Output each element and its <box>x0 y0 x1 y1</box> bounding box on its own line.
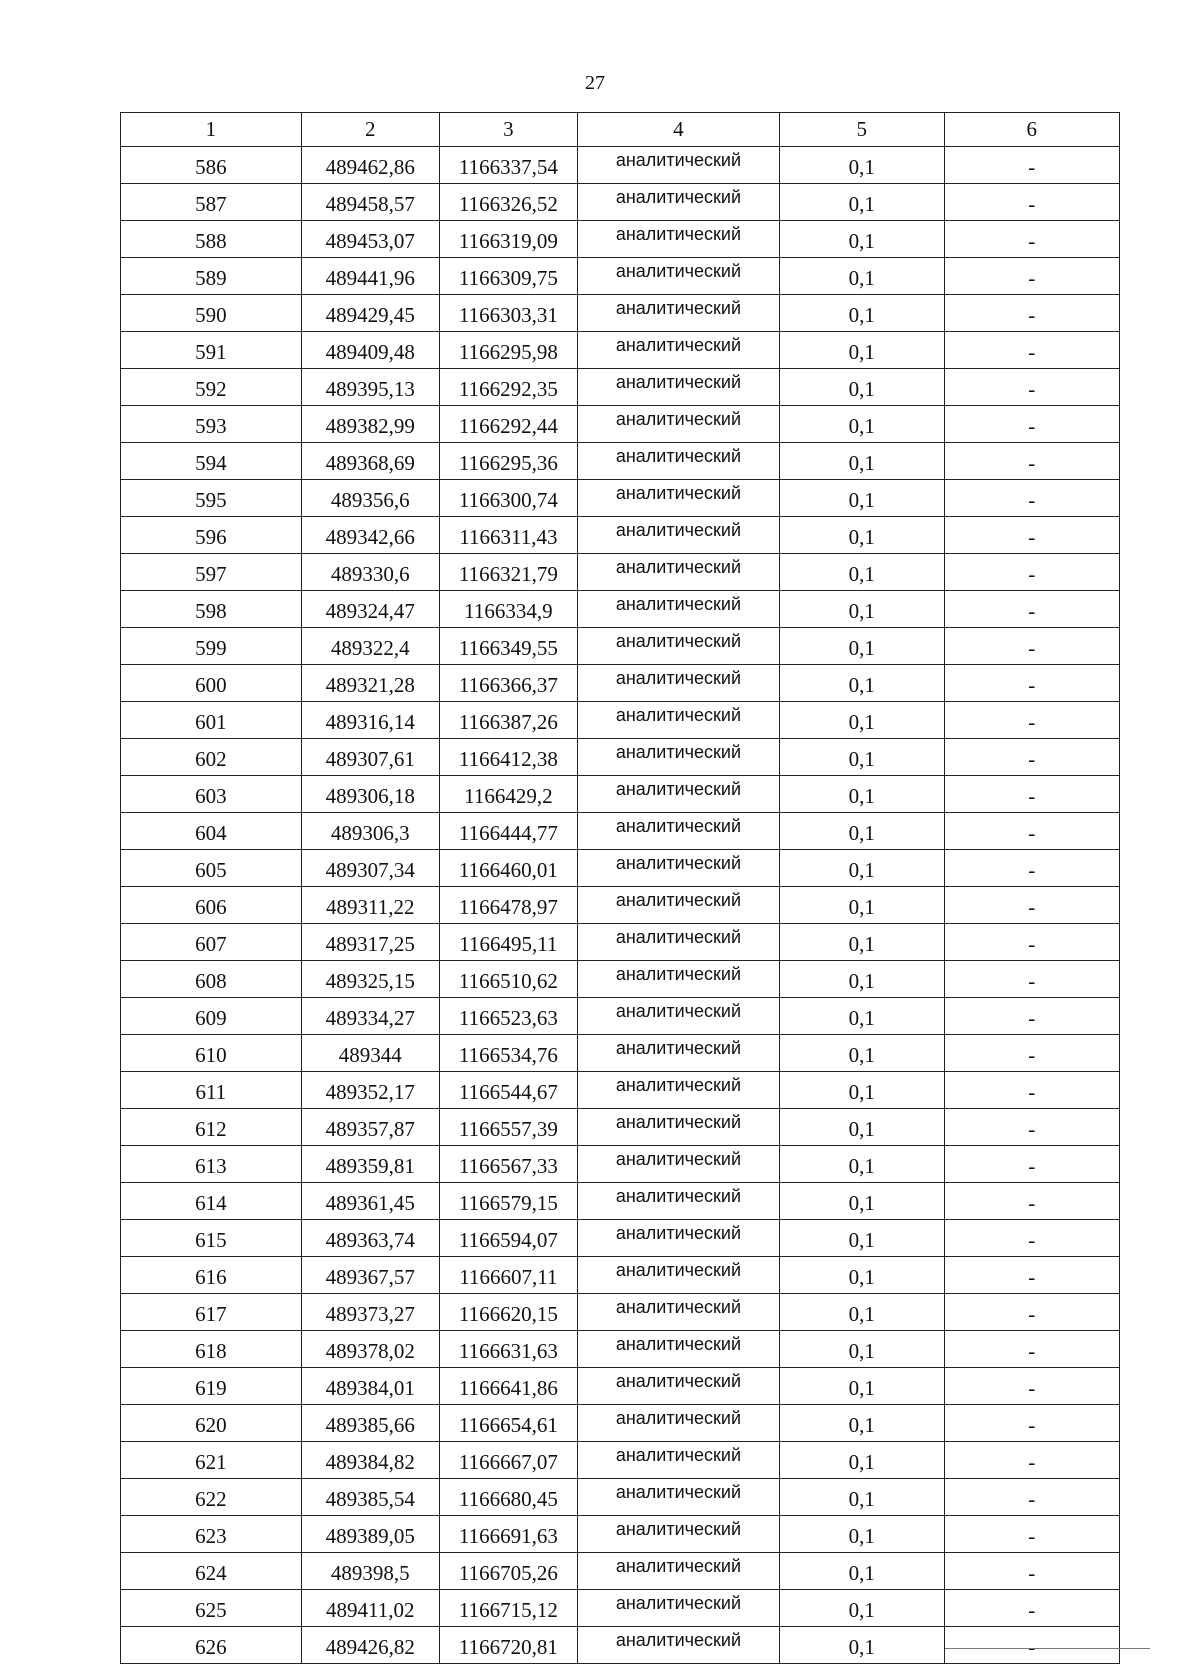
accuracy-cell: 0,1 <box>779 961 944 998</box>
point-number-cell: 621 <box>121 1442 302 1479</box>
method-cell: аналитический <box>577 332 779 369</box>
accuracy-cell: 0,1 <box>779 1146 944 1183</box>
accuracy-cell: 0,1 <box>779 406 944 443</box>
accuracy-cell: 0,1 <box>779 1442 944 1479</box>
accuracy-cell: 0,1 <box>779 480 944 517</box>
accuracy-cell: 0,1 <box>779 554 944 591</box>
table-row <box>121 1368 1120 1405</box>
y-coordinate-cell: 1166300,74 <box>439 480 577 517</box>
method-cell: аналитический <box>577 887 779 924</box>
point-number-cell: 607 <box>121 924 302 961</box>
y-coordinate-cell: 1166715,12 <box>439 1590 577 1627</box>
table-row <box>121 813 1120 850</box>
table-header-row <box>121 113 1120 147</box>
note-cell: - <box>944 184 1119 221</box>
method-cell: аналитический <box>577 295 779 332</box>
y-coordinate-cell: 1166366,37 <box>439 665 577 702</box>
note-cell: - <box>944 887 1119 924</box>
accuracy-cell: 0,1 <box>779 1183 944 1220</box>
table-row <box>121 739 1120 776</box>
table-row <box>121 1035 1120 1072</box>
page-number: 27 <box>585 72 605 94</box>
note-cell: - <box>944 1590 1119 1627</box>
point-number-cell: 608 <box>121 961 302 998</box>
x-coordinate-cell: 489441,96 <box>301 258 439 295</box>
point-number-cell: 603 <box>121 776 302 813</box>
x-coordinate-cell: 489378,02 <box>301 1331 439 1368</box>
table-row <box>121 776 1120 813</box>
method-cell: аналитический <box>577 1479 779 1516</box>
x-coordinate-cell: 489367,57 <box>301 1257 439 1294</box>
note-cell: - <box>944 1331 1119 1368</box>
y-coordinate-cell: 1166321,79 <box>439 554 577 591</box>
x-coordinate-cell: 489352,17 <box>301 1072 439 1109</box>
method-cell: аналитический <box>577 850 779 887</box>
accuracy-cell: 0,1 <box>779 850 944 887</box>
table-row <box>121 1183 1120 1220</box>
x-coordinate-cell: 489409,48 <box>301 332 439 369</box>
point-number-cell: 618 <box>121 1331 302 1368</box>
table-row <box>121 480 1120 517</box>
point-number-cell: 616 <box>121 1257 302 1294</box>
table-body <box>121 147 1120 1664</box>
table-row <box>121 998 1120 1035</box>
y-coordinate-cell: 1166495,11 <box>439 924 577 961</box>
note-cell: - <box>944 1368 1119 1405</box>
method-cell: аналитический <box>577 1627 779 1664</box>
method-cell: аналитический <box>577 702 779 739</box>
x-coordinate-cell: 489306,3 <box>301 813 439 850</box>
note-cell: - <box>944 1183 1119 1220</box>
accuracy-cell: 0,1 <box>779 1405 944 1442</box>
point-number-cell: 611 <box>121 1072 302 1109</box>
note-cell: - <box>944 147 1119 184</box>
note-cell: - <box>944 1479 1119 1516</box>
point-number-cell: 590 <box>121 295 302 332</box>
x-coordinate-cell: 489453,07 <box>301 221 439 258</box>
method-cell: аналитический <box>577 517 779 554</box>
method-cell: аналитический <box>577 776 779 813</box>
y-coordinate-cell: 1166349,55 <box>439 628 577 665</box>
column-header: 3 <box>439 113 577 147</box>
point-number-cell: 602 <box>121 739 302 776</box>
accuracy-cell: 0,1 <box>779 1220 944 1257</box>
note-cell: - <box>944 443 1119 480</box>
point-number-cell: 604 <box>121 813 302 850</box>
method-cell: аналитический <box>577 1257 779 1294</box>
y-coordinate-cell: 1166295,98 <box>439 332 577 369</box>
accuracy-cell: 0,1 <box>779 1072 944 1109</box>
y-coordinate-cell: 1166534,76 <box>439 1035 577 1072</box>
accuracy-cell: 0,1 <box>779 332 944 369</box>
x-coordinate-cell: 489384,82 <box>301 1442 439 1479</box>
note-cell: - <box>944 1294 1119 1331</box>
table-row <box>121 1405 1120 1442</box>
method-cell: аналитический <box>577 480 779 517</box>
method-cell: аналитический <box>577 628 779 665</box>
accuracy-cell: 0,1 <box>779 295 944 332</box>
table-row <box>121 554 1120 591</box>
method-cell: аналитический <box>577 998 779 1035</box>
accuracy-cell: 0,1 <box>779 1479 944 1516</box>
point-number-cell: 617 <box>121 1294 302 1331</box>
y-coordinate-cell: 1166544,67 <box>439 1072 577 1109</box>
method-cell: аналитический <box>577 924 779 961</box>
y-coordinate-cell: 1166319,09 <box>439 221 577 258</box>
x-coordinate-cell: 489321,28 <box>301 665 439 702</box>
y-coordinate-cell: 1166631,63 <box>439 1331 577 1368</box>
y-coordinate-cell: 1166667,07 <box>439 1442 577 1479</box>
note-cell: - <box>944 1627 1119 1664</box>
x-coordinate-cell: 489426,82 <box>301 1627 439 1664</box>
column-header: 6 <box>944 113 1119 147</box>
method-cell: аналитический <box>577 1553 779 1590</box>
y-coordinate-cell: 1166594,07 <box>439 1220 577 1257</box>
note-cell: - <box>944 998 1119 1035</box>
y-coordinate-cell: 1166567,33 <box>439 1146 577 1183</box>
accuracy-cell: 0,1 <box>779 221 944 258</box>
point-number-cell: 623 <box>121 1516 302 1553</box>
x-coordinate-cell: 489359,81 <box>301 1146 439 1183</box>
accuracy-cell: 0,1 <box>779 1627 944 1664</box>
method-cell: аналитический <box>577 147 779 184</box>
point-number-cell: 593 <box>121 406 302 443</box>
y-coordinate-cell: 1166478,97 <box>439 887 577 924</box>
point-number-cell: 600 <box>121 665 302 702</box>
table-row <box>121 1627 1120 1664</box>
accuracy-cell: 0,1 <box>779 369 944 406</box>
table-row <box>121 406 1120 443</box>
accuracy-cell: 0,1 <box>779 184 944 221</box>
point-number-cell: 595 <box>121 480 302 517</box>
y-coordinate-cell: 1166412,38 <box>439 739 577 776</box>
method-cell: аналитический <box>577 1590 779 1627</box>
note-cell: - <box>944 221 1119 258</box>
method-cell: аналитический <box>577 1516 779 1553</box>
note-cell: - <box>944 1553 1119 1590</box>
y-coordinate-cell: 1166309,75 <box>439 258 577 295</box>
method-cell: аналитический <box>577 1294 779 1331</box>
x-coordinate-cell: 489384,01 <box>301 1368 439 1405</box>
method-cell: аналитический <box>577 554 779 591</box>
method-cell: аналитический <box>577 1442 779 1479</box>
point-number-cell: 594 <box>121 443 302 480</box>
method-cell: аналитический <box>577 369 779 406</box>
method-cell: аналитический <box>577 406 779 443</box>
accuracy-cell: 0,1 <box>779 776 944 813</box>
note-cell: - <box>944 1146 1119 1183</box>
table-row <box>121 591 1120 628</box>
accuracy-cell: 0,1 <box>779 887 944 924</box>
accuracy-cell: 0,1 <box>779 665 944 702</box>
point-number-cell: 589 <box>121 258 302 295</box>
point-number-cell: 614 <box>121 1183 302 1220</box>
x-coordinate-cell: 489398,5 <box>301 1553 439 1590</box>
point-number-cell: 613 <box>121 1146 302 1183</box>
y-coordinate-cell: 1166510,62 <box>439 961 577 998</box>
accuracy-cell: 0,1 <box>779 813 944 850</box>
table-row <box>121 1294 1120 1331</box>
table-row <box>121 665 1120 702</box>
y-coordinate-cell: 1166429,2 <box>439 776 577 813</box>
x-coordinate-cell: 489385,54 <box>301 1479 439 1516</box>
table-row <box>121 221 1120 258</box>
column-header: 2 <box>301 113 439 147</box>
x-coordinate-cell: 489307,34 <box>301 850 439 887</box>
table-row <box>121 369 1120 406</box>
coordinates-table <box>120 112 1120 1664</box>
x-coordinate-cell: 489429,45 <box>301 295 439 332</box>
method-cell: аналитический <box>577 1146 779 1183</box>
y-coordinate-cell: 1166680,45 <box>439 1479 577 1516</box>
point-number-cell: 599 <box>121 628 302 665</box>
x-coordinate-cell: 489368,69 <box>301 443 439 480</box>
table-row <box>121 1442 1120 1479</box>
point-number-cell: 597 <box>121 554 302 591</box>
table-row <box>121 1146 1120 1183</box>
table-row <box>121 1590 1120 1627</box>
accuracy-cell: 0,1 <box>779 1553 944 1590</box>
x-coordinate-cell: 489357,87 <box>301 1109 439 1146</box>
table-row <box>121 332 1120 369</box>
table-row <box>121 1553 1120 1590</box>
point-number-cell: 609 <box>121 998 302 1035</box>
x-coordinate-cell: 489306,18 <box>301 776 439 813</box>
y-coordinate-cell: 1166620,15 <box>439 1294 577 1331</box>
note-cell: - <box>944 517 1119 554</box>
table-row <box>121 1072 1120 1109</box>
x-coordinate-cell: 489411,02 <box>301 1590 439 1627</box>
method-cell: аналитический <box>577 591 779 628</box>
note-cell: - <box>944 1516 1119 1553</box>
x-coordinate-cell: 489334,27 <box>301 998 439 1035</box>
note-cell: - <box>944 591 1119 628</box>
note-cell: - <box>944 1072 1119 1109</box>
y-coordinate-cell: 1166460,01 <box>439 850 577 887</box>
y-coordinate-cell: 1166523,63 <box>439 998 577 1035</box>
method-cell: аналитический <box>577 1109 779 1146</box>
table-row <box>121 924 1120 961</box>
point-number-cell: 592 <box>121 369 302 406</box>
method-cell: аналитический <box>577 258 779 295</box>
x-coordinate-cell: 489395,13 <box>301 369 439 406</box>
note-cell: - <box>944 1035 1119 1072</box>
table-row <box>121 517 1120 554</box>
note-cell: - <box>944 258 1119 295</box>
x-coordinate-cell: 489330,6 <box>301 554 439 591</box>
x-coordinate-cell: 489311,22 <box>301 887 439 924</box>
table-row <box>121 887 1120 924</box>
point-number-cell: 626 <box>121 1627 302 1664</box>
table-row <box>121 258 1120 295</box>
point-number-cell: 606 <box>121 887 302 924</box>
accuracy-cell: 0,1 <box>779 924 944 961</box>
accuracy-cell: 0,1 <box>779 1590 944 1627</box>
note-cell: - <box>944 1442 1119 1479</box>
accuracy-cell: 0,1 <box>779 998 944 1035</box>
point-number-cell: 615 <box>121 1220 302 1257</box>
x-coordinate-cell: 489307,61 <box>301 739 439 776</box>
x-coordinate-cell: 489462,86 <box>301 147 439 184</box>
note-cell: - <box>944 924 1119 961</box>
table-row <box>121 1479 1120 1516</box>
accuracy-cell: 0,1 <box>779 258 944 295</box>
point-number-cell: 619 <box>121 1368 302 1405</box>
table-row <box>121 1257 1120 1294</box>
note-cell: - <box>944 702 1119 739</box>
y-coordinate-cell: 1166311,43 <box>439 517 577 554</box>
point-number-cell: 598 <box>121 591 302 628</box>
table-row <box>121 1331 1120 1368</box>
method-cell: аналитический <box>577 443 779 480</box>
x-coordinate-cell: 489317,25 <box>301 924 439 961</box>
note-cell: - <box>944 813 1119 850</box>
note-cell: - <box>944 850 1119 887</box>
y-coordinate-cell: 1166720,81 <box>439 1627 577 1664</box>
x-coordinate-cell: 489342,66 <box>301 517 439 554</box>
point-number-cell: 596 <box>121 517 302 554</box>
table-row <box>121 702 1120 739</box>
table-row <box>121 184 1120 221</box>
point-number-cell: 588 <box>121 221 302 258</box>
x-coordinate-cell: 489389,05 <box>301 1516 439 1553</box>
x-coordinate-cell: 489356,6 <box>301 480 439 517</box>
table-row <box>121 147 1120 184</box>
method-cell: аналитический <box>577 961 779 998</box>
note-cell: - <box>944 406 1119 443</box>
footer-divider <box>945 1648 1150 1649</box>
y-coordinate-cell: 1166292,44 <box>439 406 577 443</box>
note-cell: - <box>944 1109 1119 1146</box>
note-cell: - <box>944 961 1119 998</box>
y-coordinate-cell: 1166557,39 <box>439 1109 577 1146</box>
y-coordinate-cell: 1166303,31 <box>439 295 577 332</box>
method-cell: аналитический <box>577 1220 779 1257</box>
accuracy-cell: 0,1 <box>779 147 944 184</box>
y-coordinate-cell: 1166444,77 <box>439 813 577 850</box>
accuracy-cell: 0,1 <box>779 1331 944 1368</box>
y-coordinate-cell: 1166654,61 <box>439 1405 577 1442</box>
point-number-cell: 620 <box>121 1405 302 1442</box>
accuracy-cell: 0,1 <box>779 591 944 628</box>
method-cell: аналитический <box>577 1072 779 1109</box>
accuracy-cell: 0,1 <box>779 1294 944 1331</box>
x-coordinate-cell: 489322,4 <box>301 628 439 665</box>
note-cell: - <box>944 776 1119 813</box>
y-coordinate-cell: 1166334,9 <box>439 591 577 628</box>
point-number-cell: 587 <box>121 184 302 221</box>
table-row <box>121 961 1120 998</box>
x-coordinate-cell: 489324,47 <box>301 591 439 628</box>
table-row <box>121 1109 1120 1146</box>
y-coordinate-cell: 1166337,54 <box>439 147 577 184</box>
point-number-cell: 586 <box>121 147 302 184</box>
point-number-cell: 622 <box>121 1479 302 1516</box>
note-cell: - <box>944 332 1119 369</box>
column-header: 1 <box>121 113 302 147</box>
table-row <box>121 443 1120 480</box>
y-coordinate-cell: 1166295,36 <box>439 443 577 480</box>
table-row <box>121 850 1120 887</box>
note-cell: - <box>944 1405 1119 1442</box>
point-number-cell: 610 <box>121 1035 302 1072</box>
accuracy-cell: 0,1 <box>779 443 944 480</box>
method-cell: аналитический <box>577 1331 779 1368</box>
accuracy-cell: 0,1 <box>779 1257 944 1294</box>
accuracy-cell: 0,1 <box>779 628 944 665</box>
point-number-cell: 601 <box>121 702 302 739</box>
note-cell: - <box>944 1220 1119 1257</box>
x-coordinate-cell: 489385,66 <box>301 1405 439 1442</box>
note-cell: - <box>944 628 1119 665</box>
accuracy-cell: 0,1 <box>779 1368 944 1405</box>
table-row <box>121 1516 1120 1553</box>
accuracy-cell: 0,1 <box>779 702 944 739</box>
accuracy-cell: 0,1 <box>779 1109 944 1146</box>
accuracy-cell: 0,1 <box>779 1035 944 1072</box>
method-cell: аналитический <box>577 221 779 258</box>
y-coordinate-cell: 1166705,26 <box>439 1553 577 1590</box>
x-coordinate-cell: 489325,15 <box>301 961 439 998</box>
y-coordinate-cell: 1166326,52 <box>439 184 577 221</box>
y-coordinate-cell: 1166387,26 <box>439 702 577 739</box>
table-row <box>121 295 1120 332</box>
method-cell: аналитический <box>577 739 779 776</box>
y-coordinate-cell: 1166292,35 <box>439 369 577 406</box>
x-coordinate-cell: 489361,45 <box>301 1183 439 1220</box>
x-coordinate-cell: 489316,14 <box>301 702 439 739</box>
x-coordinate-cell: 489373,27 <box>301 1294 439 1331</box>
note-cell: - <box>944 665 1119 702</box>
note-cell: - <box>944 480 1119 517</box>
y-coordinate-cell: 1166641,86 <box>439 1368 577 1405</box>
column-header: 4 <box>577 113 779 147</box>
point-number-cell: 624 <box>121 1553 302 1590</box>
note-cell: - <box>944 554 1119 591</box>
note-cell: - <box>944 739 1119 776</box>
method-cell: аналитический <box>577 184 779 221</box>
note-cell: - <box>944 295 1119 332</box>
note-cell: - <box>944 369 1119 406</box>
point-number-cell: 605 <box>121 850 302 887</box>
note-cell: - <box>944 1257 1119 1294</box>
accuracy-cell: 0,1 <box>779 1516 944 1553</box>
y-coordinate-cell: 1166579,15 <box>439 1183 577 1220</box>
point-number-cell: 591 <box>121 332 302 369</box>
method-cell: аналитический <box>577 1368 779 1405</box>
y-coordinate-cell: 1166691,63 <box>439 1516 577 1553</box>
accuracy-cell: 0,1 <box>779 517 944 554</box>
y-coordinate-cell: 1166607,11 <box>439 1257 577 1294</box>
accuracy-cell: 0,1 <box>779 739 944 776</box>
x-coordinate-cell: 489363,74 <box>301 1220 439 1257</box>
method-cell: аналитический <box>577 813 779 850</box>
x-coordinate-cell: 489344 <box>301 1035 439 1072</box>
method-cell: аналитический <box>577 1035 779 1072</box>
table-row <box>121 628 1120 665</box>
point-number-cell: 625 <box>121 1590 302 1627</box>
x-coordinate-cell: 489458,57 <box>301 184 439 221</box>
x-coordinate-cell: 489382,99 <box>301 406 439 443</box>
table-row <box>121 1220 1120 1257</box>
column-header: 5 <box>779 113 944 147</box>
method-cell: аналитический <box>577 665 779 702</box>
method-cell: аналитический <box>577 1405 779 1442</box>
point-number-cell: 612 <box>121 1109 302 1146</box>
method-cell: аналитический <box>577 1183 779 1220</box>
